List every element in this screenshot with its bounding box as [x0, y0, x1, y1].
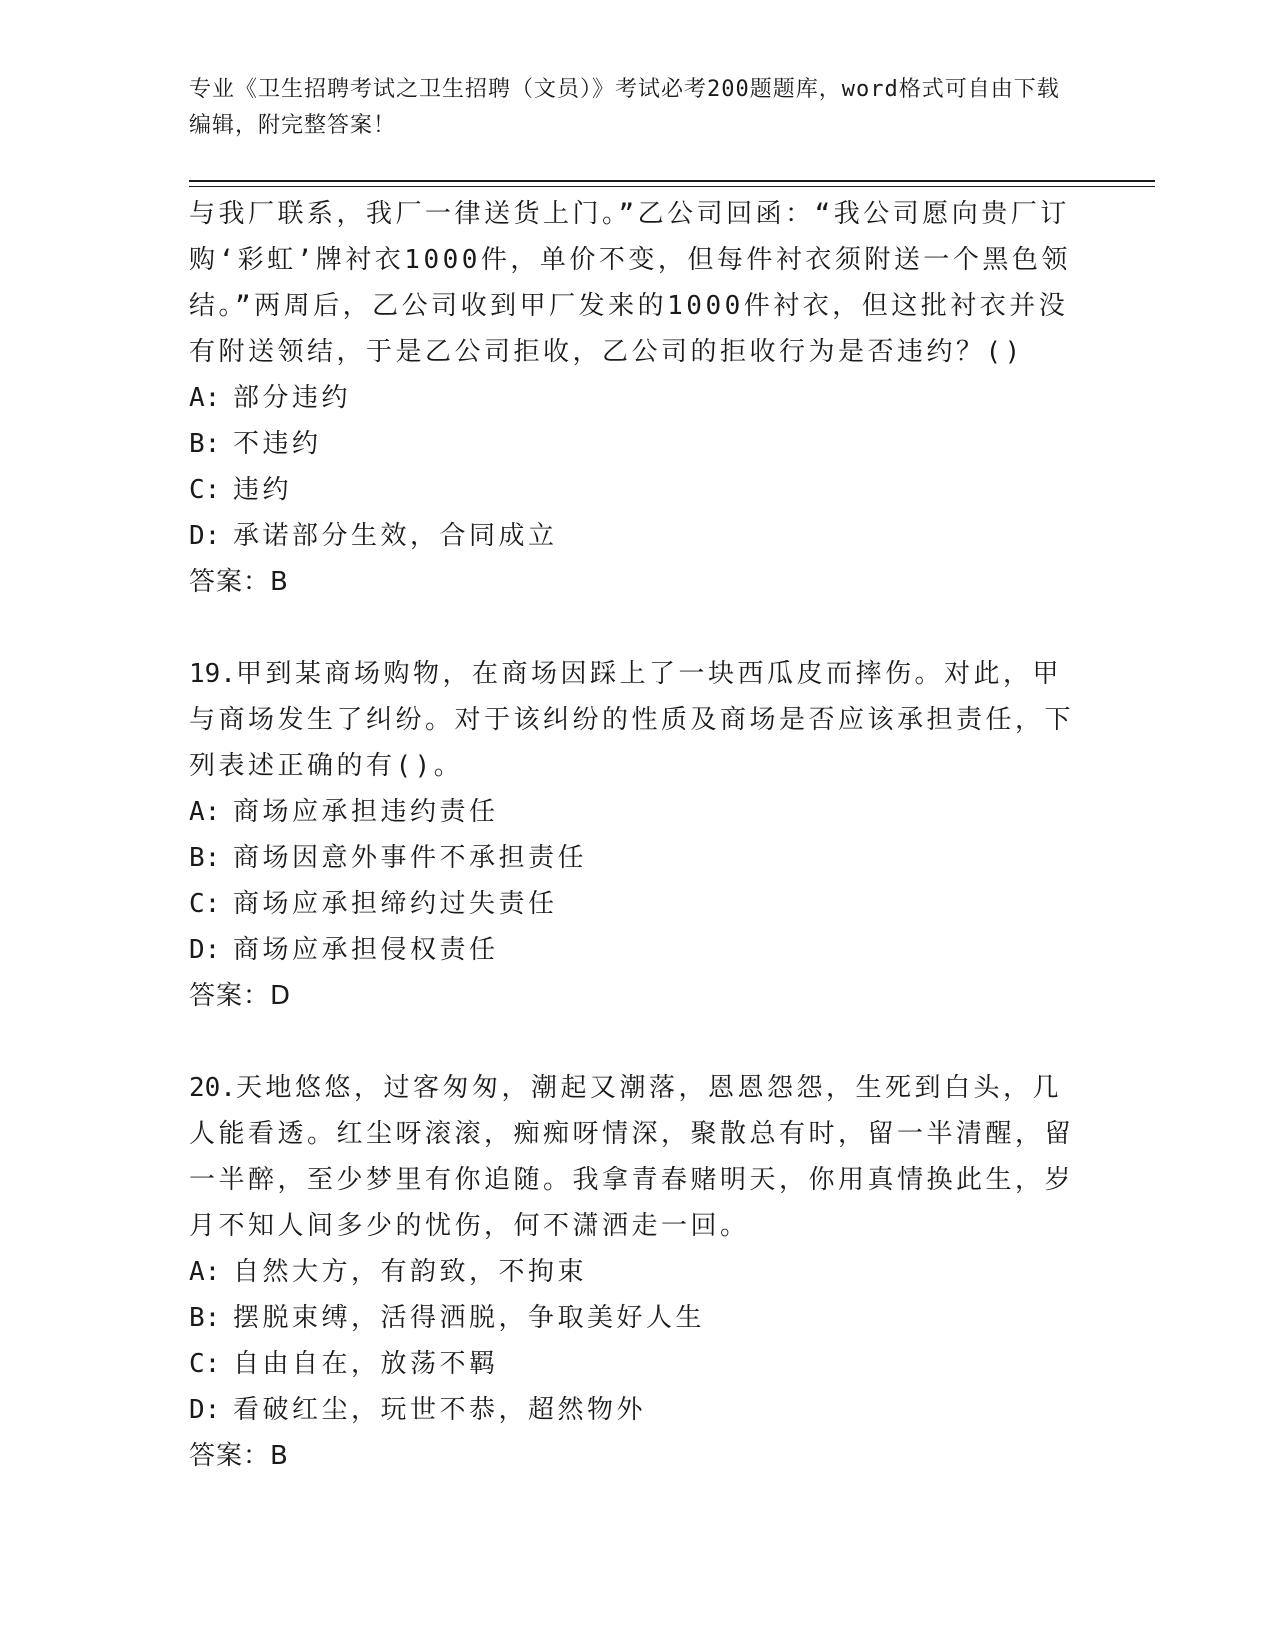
document-title: 专业《卫生招聘考试之卫生招聘（文员）》考试必考200题题库，word格式可自由下载编辑，附完整答案！ [189, 77, 1060, 138]
option-text: 看破红尘，玩世不恭，超然物外 [233, 1395, 647, 1425]
option-text: 商场应承担缔约过失责任 [233, 889, 558, 919]
option-text: 自然大方，有韵致，不拘束 [233, 1257, 588, 1287]
option-b [189, 1295, 1089, 1341]
option-b [189, 421, 1089, 467]
option-key: C: [189, 889, 221, 919]
option-key: D: [189, 935, 221, 965]
header-divider-thick [189, 180, 1155, 182]
option-key: D: [189, 1395, 221, 1425]
question-number: 19. [189, 659, 236, 689]
option-c [189, 467, 1089, 513]
answer-line: 答案：D [189, 981, 292, 1011]
question-20 [189, 1065, 1089, 1479]
option-a [189, 375, 1089, 421]
option-b [189, 835, 1089, 881]
document-header [189, 72, 1079, 144]
option-text: 不违约 [233, 429, 322, 459]
option-d [189, 513, 1089, 559]
option-d [189, 927, 1089, 973]
option-key: B: [189, 1303, 221, 1333]
option-text: 商场应承担违约责任 [233, 797, 499, 827]
option-key: A: [189, 383, 221, 413]
question-text: 天地悠悠，过客匆匆，潮起又潮落，恩恩怨怨，生死到白头，几人能看透。红尘呀滚滚，痴痴呀情深，聚散总有时，留一半清醒，留一半醉，至少梦里有你追随。我拿青春赌明天，你用真情换此生，岁月不知人间多少的忧伤，何不潇洒走一回。 [189, 1073, 1075, 1241]
answer-line: 答案：B [189, 1441, 289, 1471]
question-18 [189, 191, 1089, 605]
answer-line: 答案：B [189, 567, 289, 597]
question-text: 甲到某商场购物，在商场因踩上了一块西瓜皮而摔伤。对此，甲与商场发生了纠纷。对于该纠纷的性质及商场是否应该承担责任，下列表述正确的有()。 [189, 659, 1075, 781]
question-stem: 与我厂联系，我厂一律送货上门。”乙公司回函：“我公司愿向贵厂订购‘彩虹’牌衬衣1000件，单价不变，但每件衬衣须附送一个黑色领结。”两周后，乙公司收到甲厂发来的1000件衬衣，但这批衬衣并没有附送领结，于是乙公司拒收，乙公司的拒收行为是否违约？() [189, 199, 1071, 367]
option-key: C: [189, 1349, 221, 1379]
option-key: D: [189, 521, 221, 551]
option-key: C: [189, 475, 221, 505]
option-c [189, 881, 1089, 927]
option-text: 商场因意外事件不承担责任 [233, 843, 588, 873]
option-key: B: [189, 429, 221, 459]
header-divider-thin [189, 186, 1155, 187]
question-19 [189, 651, 1089, 1019]
option-text: 部分违约 [233, 383, 352, 413]
option-a [189, 789, 1089, 835]
option-d [189, 1387, 1089, 1433]
option-text: 违约 [233, 475, 293, 505]
option-a [189, 1249, 1089, 1295]
question-stem [189, 651, 1089, 789]
question-number: 20. [189, 1073, 236, 1103]
option-text: 自由自在，放荡不羁 [233, 1349, 499, 1379]
question-list [189, 191, 1089, 1479]
option-c [189, 1341, 1089, 1387]
option-text: 承诺部分生效，合同成立 [233, 521, 558, 551]
question-stem [189, 1065, 1089, 1249]
option-key: A: [189, 797, 221, 827]
option-text: 商场应承担侵权责任 [233, 935, 499, 965]
option-key: B: [189, 843, 221, 873]
option-text: 摆脱束缚，活得洒脱，争取美好人生 [233, 1303, 706, 1333]
option-key: A: [189, 1257, 221, 1287]
